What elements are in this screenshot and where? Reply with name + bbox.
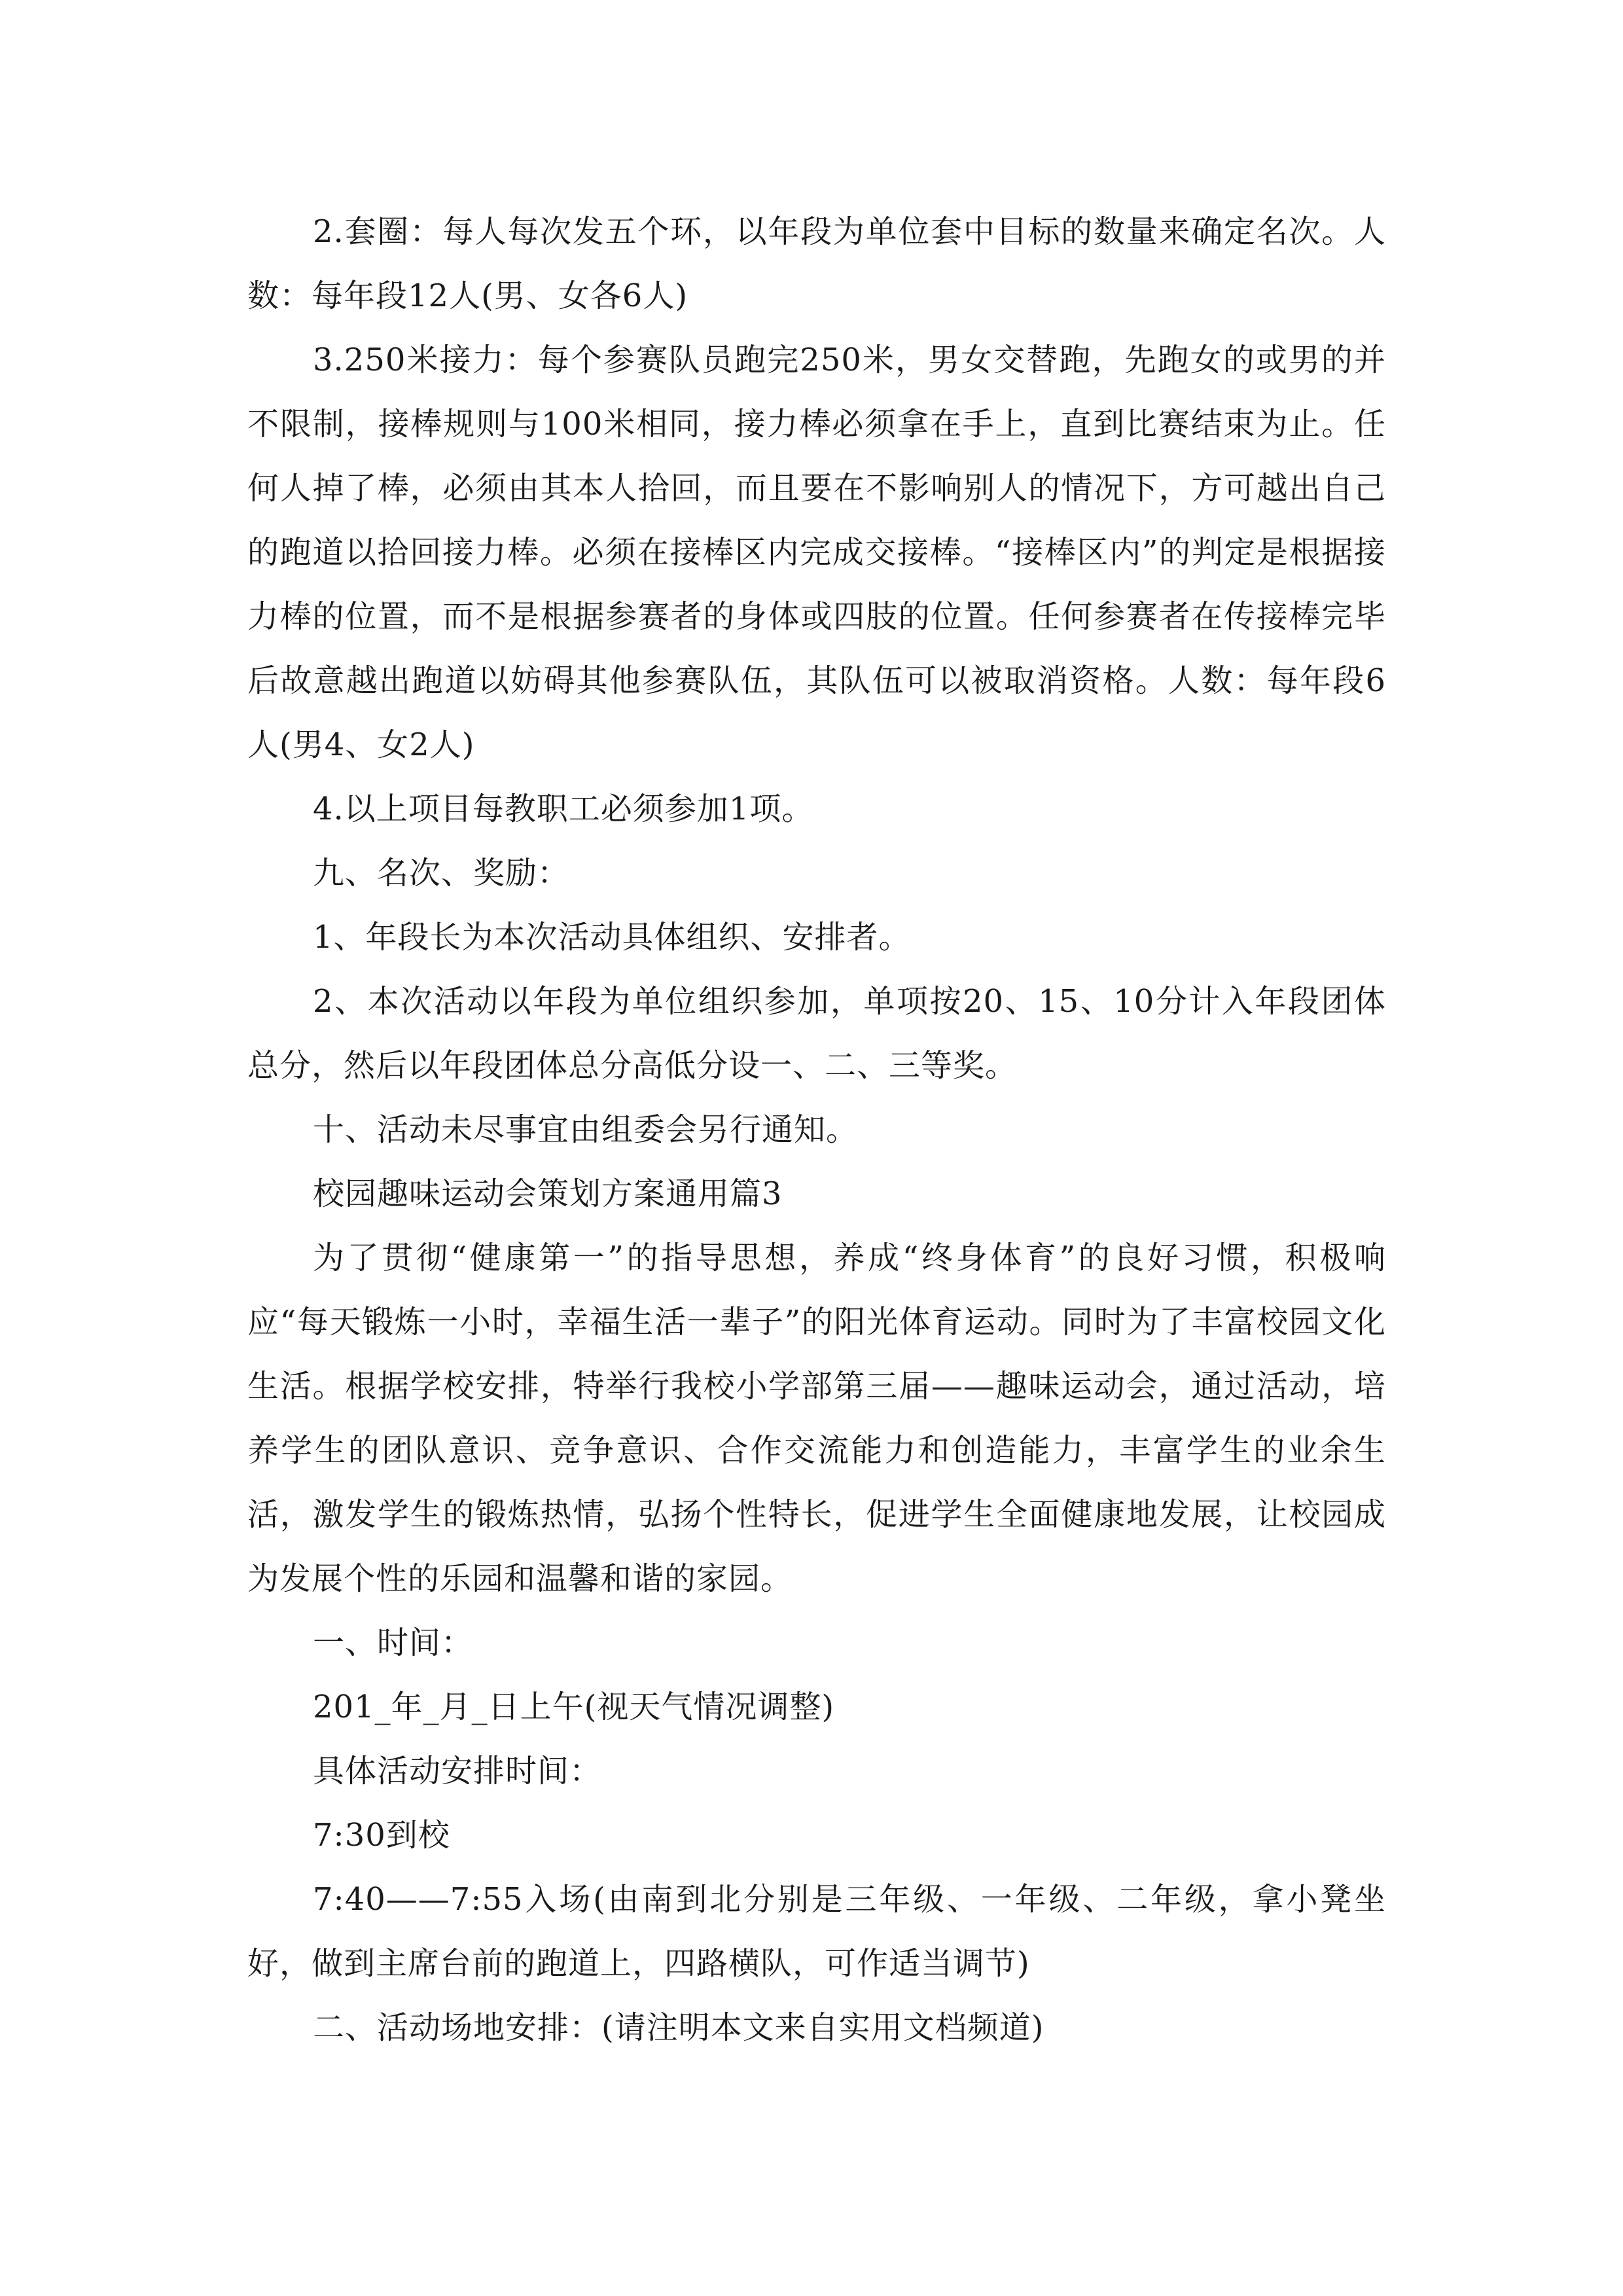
paragraph-arrival-time: 7:30到校: [313, 1817, 450, 1854]
paragraph-schedule-heading: 具体活动安排时间：: [313, 1753, 602, 1789]
paragraph-date: 201_年_月_日上午(视天气情况调整): [313, 1689, 835, 1725]
section-heading-time: 一、时间：: [313, 1624, 474, 1661]
document-body: [247, 200, 1386, 2060]
section-heading-venue: 二、活动场地安排：(请注明本文来自实用文档频道): [313, 2009, 1044, 2046]
paragraph-participation-rule: 4.以上项目每教职工必须参加1项。: [313, 791, 814, 827]
paragraph-entrance: 7:40——7:55入场(由南到北分别是三年级、一年级、二年级，拿小凳坐好，做到主席台前的跑道上，四路横队，可作适当调节): [247, 1881, 1386, 1982]
section-heading-other-matters: 十、活动未尽事宜由组委会另行通知。: [313, 1111, 859, 1148]
paragraph-introduction: 为了贯彻“健康第一”的指导思想，养成“终身体育”的良好习惯，积极响应“每天锻炼一小时，幸福生活一辈子”的阳光体育运动。同时为了丰富校园文化生活。根据学校安排，特举行我校小学部第三届——趣味运动会，通过活动，培养学生的团队意识、竞争意识、合作交流能力和创造能力，丰富学生的业余生活，激发学生的锻炼热情，弘扬个性特长，促进学生全面健康地发展，让校园成为发展个性的乐园和温馨和谐的家园。: [247, 1240, 1386, 1597]
article-title-part-3: 校园趣味运动会策划方案通用篇3: [313, 1175, 783, 1212]
paragraph-scoring: 2、本次活动以年段为单位组织参加，单项按20、15、10分计入年段团体总分，然后以年段团体总分高低分设一、二、三等奖。: [247, 983, 1386, 1084]
section-heading-ranking: 九、名次、奖励：: [313, 855, 570, 891]
paragraph-ring-toss: 2.套圈：每人每次发五个环，以年段为单位套中目标的数量来确定名次。人数：每年段12人(男、女各6人): [247, 213, 1386, 314]
paragraph-organizer: 1、年段长为本次活动具体组织、安排者。: [313, 919, 911, 956]
paragraph-relay-race: 3.250米接力：每个参赛队员跑完250米，男女交替跑，先跑女的或男的并不限制，接棒规则与100米相同，接力棒必须拿在手上，直到比赛结束为止。任何人掉了棒，必须由其本人拾回，而且要在不影响别人的情况下，方可越出自己的跑道以拾回接力棒。必须在接棒区内完成交接棒。“接棒区内”的判定是根据接力棒的位置，而不是根据参赛者的身体或四肢的位置。任何参赛者在传接棒完毕后故意越出跑道以妨碍其他参赛队伍，其队伍可以被取消资格。人数：每年段6人(男4、女2人): [247, 342, 1386, 763]
